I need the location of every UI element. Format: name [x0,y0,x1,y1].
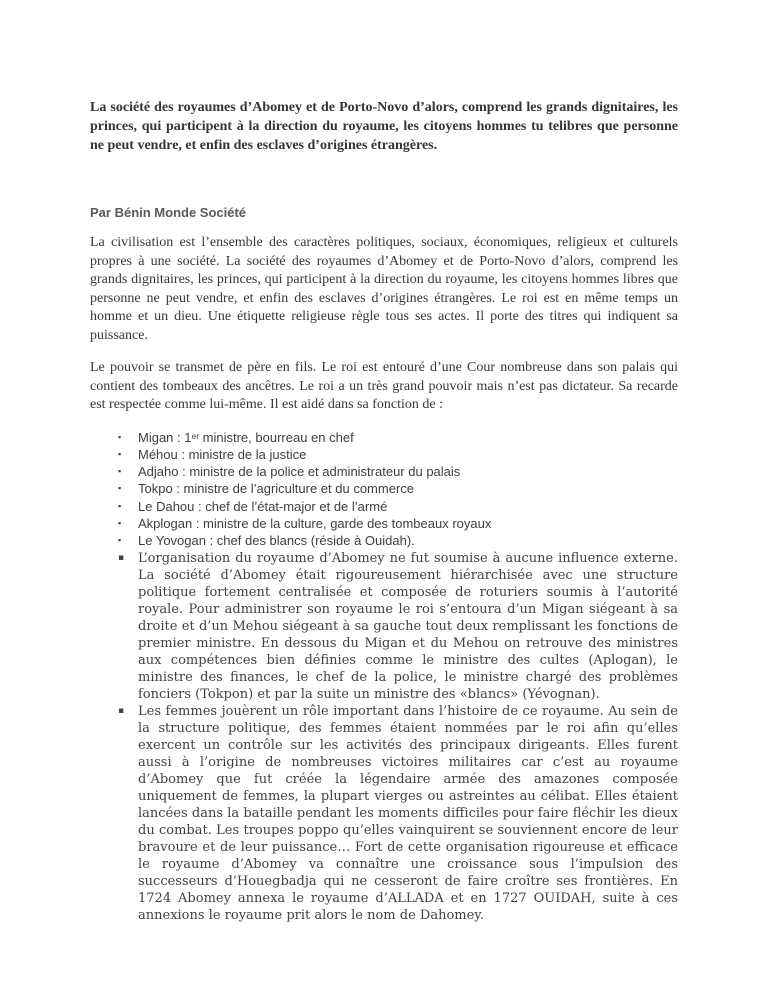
essay-item-femmes [90,703,678,924]
ministers-list [90,429,678,550]
essay-paragraph: Les femmes jouèrent un rôle important dans l’histoire de ce royaume. Au sein de la structure politique, des femmes étaient nommées par le roi afin qu’elles exercent un contrôle sur les activités des principaux dirigeants. Elles furent aussi à l’origine de nombreuses victoires militaires car c’est au royaume d’Abomey que fut créée la légendaire armée des amazones composée uniquement de femmes, la plupart vierges ou astreintes au célibat. Elles étaient lancées dans la bataille pendant les moments difficiles pour faire fléchir les dieux du combat. Les troupes poppo qu’elles vainquirent se souviennent encore de leur bravoure et de leur puissance… Fort de cette organisation rigoureuse et efficace le royaume d’Abomey va connaître une croissance sous l’impulsion des successeurs d’Houegbadja qui ne cesseront de faire croître ses frontières. En 1724 Abomey annexa le royaume d’ALLADA et en 1727 OUIDAH, suite à ces annexions le royaume prit alors le nom de Dahomey. [138,703,678,923]
minister-item-label [138,532,678,549]
minister-item-label [138,429,678,446]
minister-item-label [138,480,678,497]
minister-text: Akplogan : ministre de la culture, garde des tombeaux royaux [138,515,492,531]
minister-item-label [138,463,678,480]
square-bullet-icon: ▪ [118,466,122,477]
minister-text: ministre, bourreau en chef [199,429,354,445]
essay-item-organisation [90,550,678,703]
minister-item [90,429,678,446]
minister-item-label [138,515,678,532]
square-bullet-icon: ▪ [118,535,122,546]
minister-text: Adjaho : ministre de la police et administrateur du palais [138,464,461,480]
minister-item [90,532,678,549]
essay-bullet-list [90,550,678,924]
essay-paragraph: L’organisation du royaume d’Abomey ne fut soumise à aucune influence externe. La société d’Abomey était rigoureusement hiérarchisée avec une structure politique fortement centralisée et composée de roturiers soumis à l’autorité royale. Pour administrer son royaume le roi s’entoura d’un Migan siégeant à sa droite et d’un Mehou siégeant à sa gauche tout deux remplissant les fonctions de premier ministre. En dessous du Migan et du Mehou on retrouve des ministres aux compétences bien définies comme le ministre des cultes (Aplogan), le ministre des finances, le chef de la police, le ministre chargé des problèmes fonciers (Tokpon) et par la suite un ministre des «blancs» (Yévognan). [138,550,678,702]
body-paragraph-2: Le pouvoir se transmet de père en fils. Le roi est entouré d’une Cour nombreuse dans son palais qui contient des tombeaux des ancêtres. Le roi a un très grand pouvoir mais n’est pas dictateur. Sa recarde est respectée comme lui-même. Il est aidé dans sa fonction de : [90,360,678,412]
square-bullet-icon: ▪ [118,517,122,528]
minister-item [90,515,678,532]
byline: Par Bénin Monde Société [90,205,247,220]
minister-text: Tokpo : ministre de l’agriculture et du commerce [138,481,415,497]
lede-paragraph: La société des royaumes d’Abomey et de Porto-Novo d’alors, comprend les grands dignitaires, les princes, qui participent à la direction du royaume, les citoyens hommes tu telibres que personne ne peut vendre, et enfin des esclaves d’origines étrangères. [90,100,678,153]
minister-item [90,446,678,463]
minister-text: Méhou : ministre de la justice [138,446,307,462]
body-paragraph-1: La civilisation est l’ensemble des caractères politiques, sociaux, économiques, religieux et culturels propres à une société. La société des royaumes d’Abomey et de Porto-Novo d’alors, comprend les grands dignitaires, les princes, qui participent à la direction du royaume, les citoyens hommes libres que personne ne peut vendre, et enfin des esclaves d’origines étrangères. Le roi est en même temps un homme et un dieu. Une étiquette religieuse règle tous ses actes. Il porte des titres qui indiquent sa puissance. [90,235,678,343]
minister-item [90,498,678,515]
square-bullet-icon: ▪ [118,448,122,459]
minister-item [90,463,678,480]
square-bullet-icon: ▪ [118,500,122,511]
ordinal-superscript: er [191,430,200,441]
minister-text: Migan : 1 [138,429,192,445]
square-bullet-icon: ▪ [118,552,125,563]
square-bullet-icon: ▪ [118,705,125,716]
square-bullet-icon: ▪ [118,431,122,442]
minister-item [90,480,678,497]
minister-text: Le Dahou : chef de l’état-major et de l’armé [138,498,388,514]
minister-item-label [138,498,678,515]
minister-text: Le Yovogan : chef des blancs (réside à Ouidah). [138,533,415,549]
square-bullet-icon: ▪ [118,483,122,494]
minister-item-label [138,446,678,463]
